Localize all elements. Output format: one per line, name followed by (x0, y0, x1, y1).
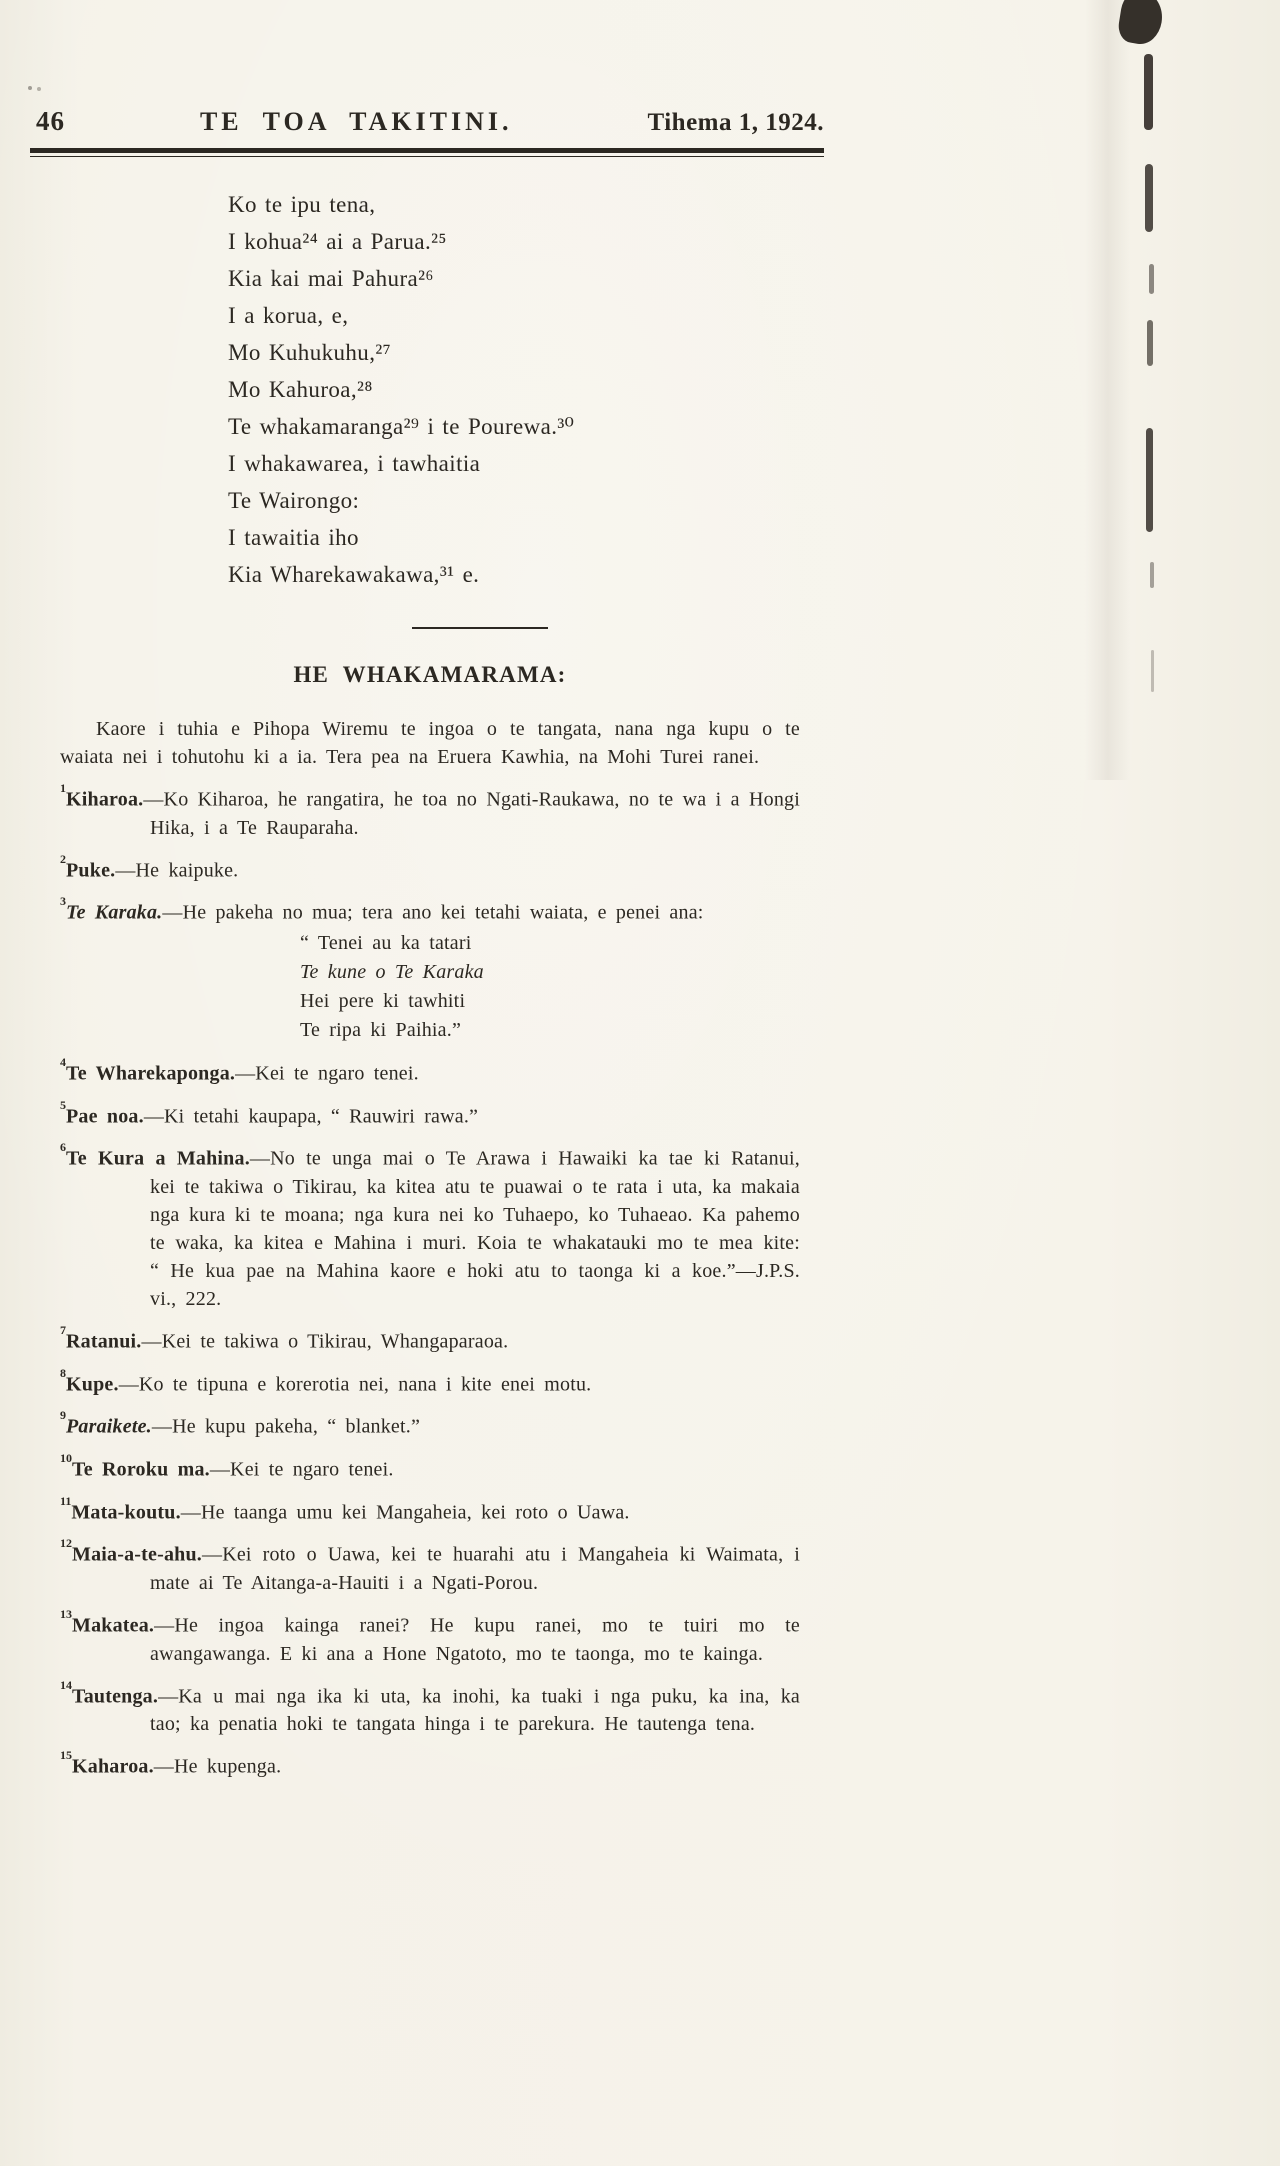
poem-line: Ko te ipu tena, (228, 192, 376, 217)
page-content (60, 176, 800, 1781)
note-term: Kupe. (66, 1373, 119, 1396)
note-item (60, 780, 800, 842)
note-item (60, 1407, 800, 1441)
ink-mark (1149, 264, 1154, 294)
poem-line: I a korua, e, (228, 303, 349, 328)
note-number: 8 (60, 1365, 66, 1380)
note-item (60, 1677, 800, 1739)
poem-line: Kia Wharekawakawa,³¹ e. (228, 562, 480, 587)
note-body: —Ko Kiharoa, he rangatira, he toa no Ngati-Raukawa, no te wa i a Hongi Hika, i a Te Rauparaha. (143, 788, 800, 839)
note-item (60, 851, 800, 885)
note-term: Mata-koutu. (71, 1501, 181, 1524)
poem-line: Mo Kahuroa,²⁸ (228, 377, 373, 402)
verse-line: “ Tenei au ka tatari (300, 931, 472, 954)
note-item (60, 1365, 800, 1399)
note-term: Te Wharekaponga. (66, 1062, 236, 1085)
issue-date: Tihema 1, 1924. (647, 109, 824, 136)
ink-mark (1145, 164, 1153, 232)
note-term: Tautenga. (72, 1685, 159, 1708)
poem-line: I whakawarea, i tawhaitia (228, 451, 481, 476)
header-rule-thin (30, 156, 824, 157)
note-term: Maia-a-te-ahu. (72, 1543, 202, 1566)
note-number: 15 (60, 1748, 72, 1763)
note-item (60, 1493, 800, 1527)
note-number: 10 (60, 1450, 72, 1465)
note-body: —He taanga umu kei Mangaheia, kei roto o Uawa. (180, 1501, 630, 1524)
note-number: 1 (60, 781, 66, 795)
note-body: —He kaipuke. (115, 859, 239, 882)
note-item (60, 1535, 800, 1597)
note-term: Ratanui. (66, 1330, 142, 1353)
note-item (60, 1139, 800, 1313)
note-number: 11 (60, 1493, 72, 1508)
ink-mark (1144, 54, 1153, 130)
note-number: 7 (60, 1322, 66, 1337)
note-item (60, 1450, 800, 1484)
note-body: —He pakeha no mua; tera ano kei tetahi waiata, e penei ana: (162, 901, 704, 924)
section-heading: HE WHAKAMARAMA: (293, 662, 567, 687)
ink-mark (1116, 0, 1166, 47)
note-term: Te Karaka. (66, 901, 163, 924)
note-body: —Kei te takiwa o Tikirau, Whangaparaoa. (141, 1330, 509, 1353)
note-body: —He ingoa kainga ranei? He kupu ranei, mo te tuiri mo te awangawanga. E ki ana a Hone Ngatoto, mo te taonga, mo te kainga. (150, 1614, 800, 1665)
poem (228, 186, 800, 593)
note-number: 14 (60, 1677, 72, 1692)
note-body: —He kupu pakeha, “ blanket.” (151, 1415, 421, 1438)
scan-speck (28, 86, 32, 90)
ink-mark (1146, 428, 1153, 532)
intro-paragraph: Kaore i tuhia e Pihopa Wiremu te ingoa o te tangata, nana nga kupu o te waiata nei i tohutohu ki a ia. Tera pea na Eruera Kawhia, na Mohi Turei ranei. (60, 718, 800, 768)
section-divider (412, 627, 548, 629)
page-header (36, 106, 824, 137)
note-body: —Kei te ngaro tenei. (209, 1458, 394, 1481)
poem-line: Mo Kuhukuhu,²⁷ (228, 340, 392, 365)
note-term: Paraikete. (66, 1415, 152, 1438)
note-number: 2 (60, 851, 66, 866)
note-item (60, 1097, 800, 1131)
note-verse (300, 929, 800, 1045)
note-number: 12 (60, 1536, 72, 1551)
verse-line: Hei pere ki tawhiti (300, 989, 466, 1012)
note-term: Te Kura a Mahina. (66, 1147, 250, 1170)
ink-mark (1151, 650, 1154, 692)
note-number: 3 (60, 894, 66, 909)
header-rule-thick (30, 148, 824, 153)
ink-mark (1147, 320, 1153, 366)
note-body: —Kei roto o Uawa, kei te huarahi atu i Mangaheia ki Waimata, i mate ai Te Aitanga-a-Hauiti i a Ngati-Porou. (150, 1543, 800, 1594)
verse-line: Te kune o Te Karaka (300, 960, 484, 983)
note-body: —He kupenga. (153, 1755, 282, 1778)
note-body: —Ka u mai nga ika ki uta, ka inohi, ka tuaki i nga puku, ka ina, ka tao; ka penatia hoki te tangata hinga i te parekura. He tautenga tena. (150, 1685, 800, 1736)
note-number: 6 (60, 1140, 66, 1155)
note-body: —Ko te tipuna e korerotia nei, nana i kite enei motu. (118, 1373, 592, 1396)
note-term: Te Roroku ma. (72, 1458, 210, 1481)
note-body: —No te unga mai o Te Arawa i Hawaiki ka tae ki Ratanui, kei te takiwa o Tikirau, ka kitea atu te puawai o te rata i uta, ka makaia nga kura ki te moana; nga kura nei ko Tuhaepo, ko Tuhaeao. Ka pahemo te waka, ka kitea e Mahina i muri. Koia te whakatauki mo te mea kite: “ He kua pae na Mahina kaore e hoki atu to taonga ki a koe.”—J.P.S. vi., 222. (150, 1147, 800, 1310)
note-number: 5 (60, 1097, 66, 1112)
verse-line: Te ripa ki Paihia.” (300, 1018, 462, 1041)
note-term: Puke. (66, 859, 116, 882)
poem-line: Te Wairongo: (228, 488, 360, 513)
note-item (60, 1747, 800, 1781)
poem-line: I tawaitia iho (228, 525, 359, 550)
page-number: 46 (36, 106, 65, 136)
ink-mark (1150, 562, 1154, 588)
binding-shadow (1085, 0, 1131, 780)
poem-line: Te whakamaranga²⁹ i te Pourewa.³⁰ (228, 414, 575, 439)
poem-line: I kohua²⁴ ai a Parua.²⁵ (228, 229, 447, 254)
note-number: 13 (60, 1606, 72, 1621)
note-item (60, 1054, 800, 1088)
note-term: Makatea. (72, 1614, 155, 1637)
note-number: 9 (60, 1408, 66, 1423)
note-term: Kaharoa. (72, 1755, 154, 1778)
note-body: —Kei te ngaro tenei. (235, 1062, 419, 1085)
note-item (60, 1322, 800, 1356)
note-item (60, 893, 800, 1045)
note-item (60, 1606, 800, 1668)
note-term: Pae noa. (66, 1105, 144, 1128)
masthead-title: TE TOA TAKITINI. (199, 107, 513, 136)
note-term: Kiharoa. (66, 788, 144, 811)
poem-line: Kia kai mai Pahura²⁶ (228, 266, 434, 291)
note-number: 4 (60, 1054, 66, 1069)
note-body: —Ki tetahi kaupapa, “ Rauwiri rawa.” (143, 1105, 479, 1128)
